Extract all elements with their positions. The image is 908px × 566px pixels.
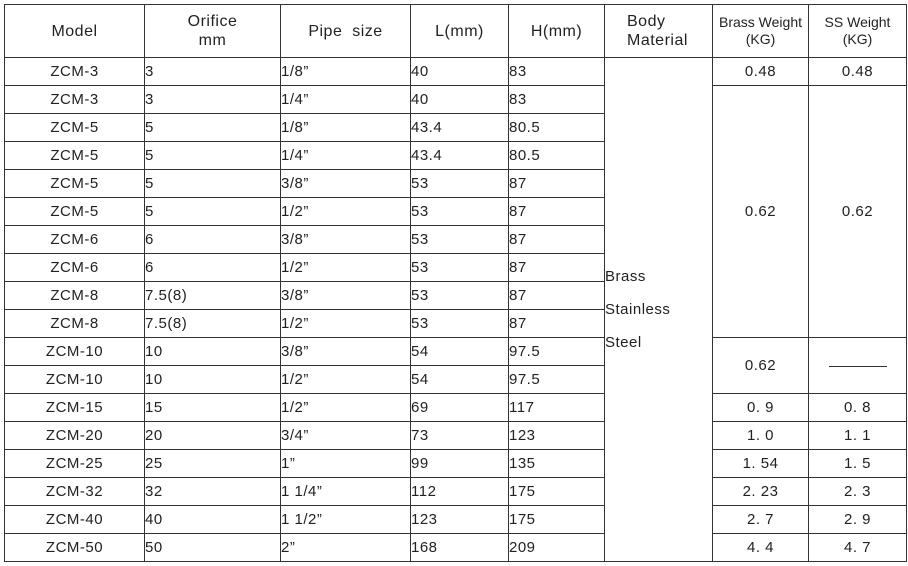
material-stainless: Stainless [605,301,671,318]
cell-pipe: 3/8” [281,282,411,310]
cell-orifice: 6 [145,226,281,254]
cell-length: 73 [411,422,509,450]
table-row [5,534,907,562]
cell-orifice: 5 [145,114,281,142]
cell-model: ZCM-5 [5,114,145,142]
material-steel: Steel [605,334,642,351]
cell-length: 54 [411,338,509,366]
cell-model: ZCM-50 [5,534,145,562]
no-value-dash [829,366,887,367]
header-height: H(mm) [509,5,605,58]
cell-pipe: 1/2” [281,310,411,338]
cell-ss-weight: 0.62 [809,86,907,338]
cell-height: 87 [509,282,605,310]
header-orifice: Orifice mm [145,5,281,58]
cell-orifice: 3 [145,86,281,114]
cell-length: 168 [411,534,509,562]
cell-model: ZCM-8 [5,310,145,338]
cell-orifice: 6 [145,254,281,282]
cell-height: 83 [509,86,605,114]
cell-ss-weight: 0.48 [809,58,907,86]
cell-height: 87 [509,170,605,198]
cell-pipe: 1/2” [281,254,411,282]
cell-height: 83 [509,58,605,86]
cell-height: 175 [509,506,605,534]
header-ss-weight: SS Weight (KG) [809,5,907,58]
cell-ss-weight: 1. 5 [809,450,907,478]
cell-pipe: 1 1/4” [281,478,411,506]
cell-model: ZCM-5 [5,198,145,226]
cell-orifice: 15 [145,394,281,422]
cell-length: 54 [411,366,509,394]
cell-orifice: 10 [145,338,281,366]
cell-height: 87 [509,254,605,282]
spec-table [4,4,907,562]
cell-model: ZCM-3 [5,58,145,86]
cell-height: 117 [509,394,605,422]
cell-orifice: 7.5(8) [145,282,281,310]
cell-pipe: 1/8” [281,58,411,86]
cell-orifice: 5 [145,170,281,198]
cell-brass-weight: 4. 4 [713,534,809,562]
cell-orifice: 10 [145,366,281,394]
cell-height: 80.5 [509,114,605,142]
cell-height: 97.5 [509,366,605,394]
cell-body-material [605,58,713,562]
cell-length: 53 [411,170,509,198]
cell-model: ZCM-6 [5,226,145,254]
cell-ss-weight: 2. 9 [809,506,907,534]
table-row [5,506,907,534]
header-row [5,5,907,58]
cell-length: 53 [411,254,509,282]
table-row [5,478,907,506]
cell-pipe: 1/2” [281,198,411,226]
cell-orifice: 5 [145,142,281,170]
cell-height: 80.5 [509,142,605,170]
cell-pipe: 1 1/2” [281,506,411,534]
cell-orifice: 5 [145,198,281,226]
table-row [5,450,907,478]
cell-orifice: 20 [145,422,281,450]
cell-length: 43.4 [411,114,509,142]
cell-ss-weight: 4. 7 [809,534,907,562]
cell-orifice: 32 [145,478,281,506]
cell-model: ZCM-10 [5,366,145,394]
cell-height: 123 [509,422,605,450]
cell-height: 135 [509,450,605,478]
cell-orifice: 50 [145,534,281,562]
table-row [5,394,907,422]
cell-height: 87 [509,226,605,254]
header-length: L(mm) [411,5,509,58]
cell-model: ZCM-15 [5,394,145,422]
cell-pipe: 3/8” [281,226,411,254]
cell-pipe: 3/8” [281,338,411,366]
cell-orifice: 40 [145,506,281,534]
cell-ss-weight [809,338,907,394]
cell-brass-weight: 1. 54 [713,450,809,478]
cell-brass-weight: 0. 9 [713,394,809,422]
cell-model: ZCM-10 [5,338,145,366]
cell-length: 53 [411,226,509,254]
cell-height: 175 [509,478,605,506]
cell-height: 97.5 [509,338,605,366]
cell-height: 209 [509,534,605,562]
table-row [5,422,907,450]
cell-length: 53 [411,282,509,310]
cell-model: ZCM-20 [5,422,145,450]
cell-orifice: 3 [145,58,281,86]
cell-ss-weight: 1. 1 [809,422,907,450]
table-row [5,338,907,366]
cell-height: 87 [509,198,605,226]
table-row [5,86,907,114]
cell-pipe: 1” [281,450,411,478]
header-pipe-size: Pipe size [281,5,411,58]
cell-pipe: 1/4” [281,86,411,114]
cell-pipe: 2” [281,534,411,562]
cell-model: ZCM-32 [5,478,145,506]
cell-model: ZCM-3 [5,86,145,114]
header-model: Model [5,5,145,58]
cell-ss-weight: 2. 3 [809,478,907,506]
cell-height: 87 [509,310,605,338]
cell-length: 40 [411,58,509,86]
cell-orifice: 7.5(8) [145,310,281,338]
cell-length: 53 [411,198,509,226]
cell-length: 69 [411,394,509,422]
cell-pipe: 1/4” [281,142,411,170]
cell-model: ZCM-6 [5,254,145,282]
cell-pipe: 3/8” [281,170,411,198]
cell-pipe: 1/8” [281,114,411,142]
cell-model: ZCM-8 [5,282,145,310]
cell-model: ZCM-5 [5,142,145,170]
cell-brass-weight: 0.48 [713,58,809,86]
cell-model: ZCM-25 [5,450,145,478]
cell-brass-weight: 0.62 [713,86,809,338]
cell-length: 53 [411,310,509,338]
header-body-material: Body Material [605,5,713,58]
cell-orifice: 25 [145,450,281,478]
cell-brass-weight: 2. 23 [713,478,809,506]
cell-brass-weight: 2. 7 [713,506,809,534]
table-row [5,58,907,86]
cell-ss-weight: 0. 8 [809,394,907,422]
cell-length: 99 [411,450,509,478]
cell-length: 40 [411,86,509,114]
cell-model: ZCM-5 [5,170,145,198]
cell-pipe: 1/2” [281,394,411,422]
cell-pipe: 1/2” [281,366,411,394]
cell-brass-weight: 1. 0 [713,422,809,450]
cell-length: 43.4 [411,142,509,170]
cell-brass-weight: 0.62 [713,338,809,394]
cell-length: 123 [411,506,509,534]
cell-pipe: 3/4” [281,422,411,450]
header-brass-weight: Brass Weight (KG) [713,5,809,58]
material-brass: Brass [605,268,646,285]
cell-model: ZCM-40 [5,506,145,534]
cell-length: 112 [411,478,509,506]
